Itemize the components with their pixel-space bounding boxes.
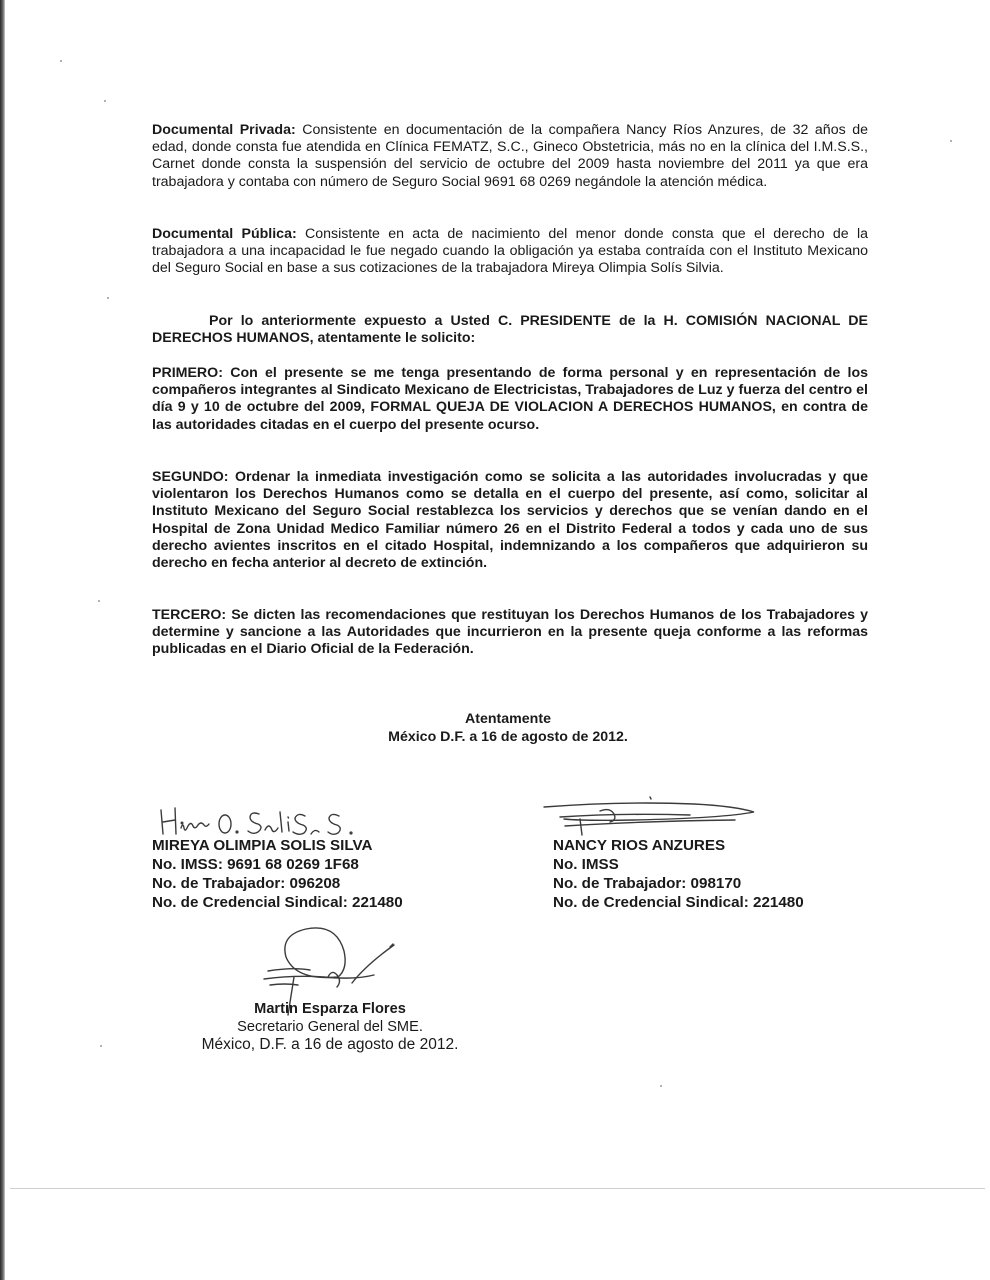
secretary-name: Martin Esparza Flores [254, 1001, 406, 1017]
scan-speck [104, 100, 106, 102]
signature-nancy [540, 797, 770, 839]
scan-speck [60, 60, 62, 62]
documental-privada-text: Consistente en documentación de la compañera Nancy Ríos Anzures, de 32 años de edad, donde consta fue atendida en Clínica FEMATZ, S.C., Gineco Obstetricia, más no en la clínica del I.M.S.S., Carnet donde consta la suspensión del servicio de octubre del 2009 hasta noviembre del 2011 ya que era trabajadora y contaba con número de Seguro Social 9691 68 0269 negándole la atención médica. [152, 122, 868, 190]
signer-mireya-worker-no: No. de Trabajador: 096208 [152, 875, 341, 892]
scan-bottom-rule [10, 1188, 985, 1189]
documental-privada-paragraph [152, 122, 868, 191]
signer-nancy [553, 836, 804, 912]
signer-mireya [152, 836, 403, 912]
scan-speck [100, 1045, 102, 1047]
secretary-title: Secretario General del SME. [237, 1019, 423, 1035]
signer-mireya-name: MIREYA OLIMPIA SOLIS SILVA [152, 837, 373, 854]
documental-publica-paragraph [152, 226, 868, 278]
signer-nancy-worker-no: No. de Trabajador: 098170 [553, 875, 742, 892]
scan-speck [98, 600, 100, 602]
signer-nancy-imss: No. IMSS [553, 856, 619, 873]
segundo-paragraph: SEGUNDO: Ordenar la inmediata investigación como se solicita a las autoridades involucradas y que violentaron los Derechos Humanos como se detalla en el cuerpo del presente, así como, solicitar al Instituto Mexicano del Seguro Social restablezca los servicios y derechos que se venían dando en el Hospital de Zona Unidad Medico Familiar número 26 en el Distrito Federal a todos y cada uno de sus derecho avientes inscritos en el citado Hospital, indemnizando a los compañeros que adquirieron su derecho en fecha anterior al decreto de extinción. [152, 469, 868, 572]
documental-publica-heading: Documental Pública: [152, 226, 297, 242]
signer-mireya-credential: No. de Credencial Sindical: 221480 [152, 894, 403, 911]
signer-nancy-credential: No. de Credencial Sindical: 221480 [553, 894, 804, 911]
signer-mireya-imss: No. IMSS: 9691 68 0269 1F68 [152, 856, 359, 873]
scan-speck [107, 297, 109, 299]
request-paragraph: Por lo anteriormente expuesto a Usted C. PRESIDENTE de la H. COMISIÓN NACIONAL DE DERECHOS HUMANOS, atentamente le solicito: [152, 313, 868, 347]
documental-publica-text: Consistente en acta de nacimiento del menor donde consta que el derecho de la trabajadora a una incapacidad le fue negado cuando la obligación ya estaba contraída con el Instituto Mexicano del Seguro Social en base a sus cotizaciones de la trabajadora Mireya Olimpia Solís Silvia. [152, 226, 869, 277]
secretary-block [180, 1000, 480, 1054]
signer-nancy-name: NANCY RIOS ANZURES [553, 837, 726, 854]
tercero-paragraph: TERCERO: Se dicten las recomendaciones que restituyan los Derechos Humanos de los Trabajadores y determine y sancione a las Autoridades que incurrieron en la presente queja conforme a las reformas publicadas en el Diario Oficial de la Federación. [152, 607, 868, 658]
closing-salutation: Atentamente [465, 711, 551, 727]
closing-block [150, 710, 866, 746]
scan-edge-shadow [0, 0, 5, 1280]
scan-speck [660, 1085, 662, 1087]
primero-paragraph: PRIMERO: Con el presente se me tenga presentando de forma personal y en representación de los compañeros integrantes al Sindicato Mexicano de Electricistas, Trabajadores de Luz y fuerza del centro el día 9 y 10 de octubre del 2009, FORMAL QUEJA DE VIOLACION A DERECHOS HUMANOS, en contra de las autoridades citadas en el cuerpo del presente ocurso. [152, 365, 868, 433]
closing-place-date: México D.F. a 16 de agosto de 2012. [388, 729, 628, 745]
secretary-place-date: México, D.F. a 16 de agosto de 2012. [201, 1036, 459, 1053]
scan-speck [950, 140, 952, 142]
documental-privada-heading: Documental Privada: [152, 122, 296, 138]
